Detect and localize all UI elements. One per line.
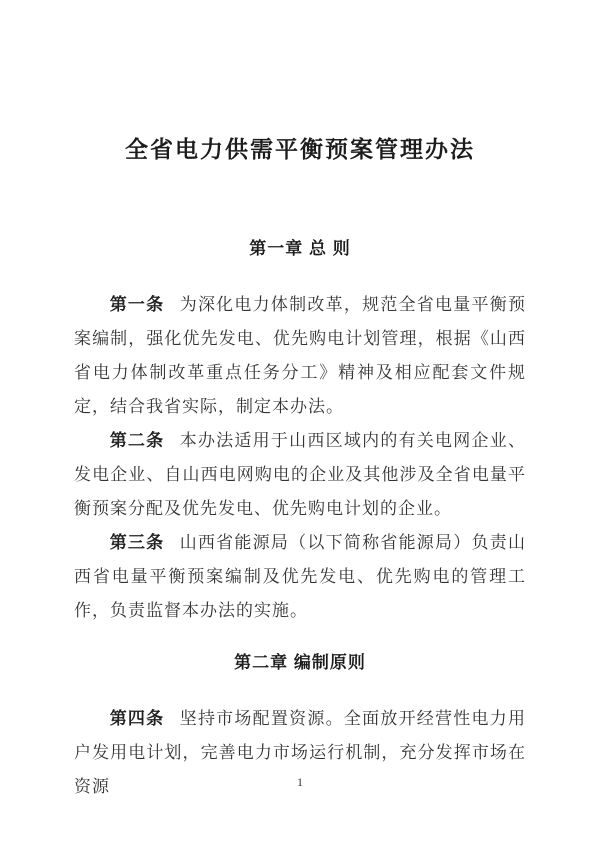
article-paragraph — [74, 288, 526, 424]
article-text: 山西省能源局（以下简称省能源局）负责山西省电量平衡预案编制及优先发电、优先购电的管理工作，负责监督本办法的实施。 — [74, 533, 527, 620]
article-text: 为深化电力体制改革，规范全省电量平衡预案编制，强化优先发电、优先购电计划管理，根据《山西省电力体制改革重点任务分工》精神及相应配套文件规定，结合我省实际，制定本办法。 — [74, 295, 527, 416]
article-label: 第三条 — [109, 533, 165, 552]
document-body — [74, 236, 526, 804]
article-paragraph — [74, 526, 526, 628]
chapter-heading: 第二章 编制原则 — [234, 653, 366, 672]
document-title: 全省电力供需平衡预案管理办法 — [125, 136, 475, 162]
page-number: 1 — [297, 775, 303, 789]
article-label: 第二条 — [109, 431, 165, 450]
article-label: 第一条 — [109, 295, 165, 314]
article-text: 坚持市场配置资源。全面放开经营性电力用户发用电计划，完善电力市场运行机制，充分发挥市场在资源 — [74, 709, 527, 796]
page-footer — [0, 773, 600, 791]
document-content — [0, 132, 600, 804]
article-label: 第四条 — [109, 709, 165, 728]
article-paragraph — [74, 424, 526, 526]
article-text: 本办法适用于山西区域内的有关电网企业、发电企业、自山西电网购电的企业及其他涉及全省电量平衡预案分配及优先发电、优先购电计划的企业。 — [74, 431, 527, 518]
chapter-heading: 第一章 总 则 — [249, 239, 351, 258]
